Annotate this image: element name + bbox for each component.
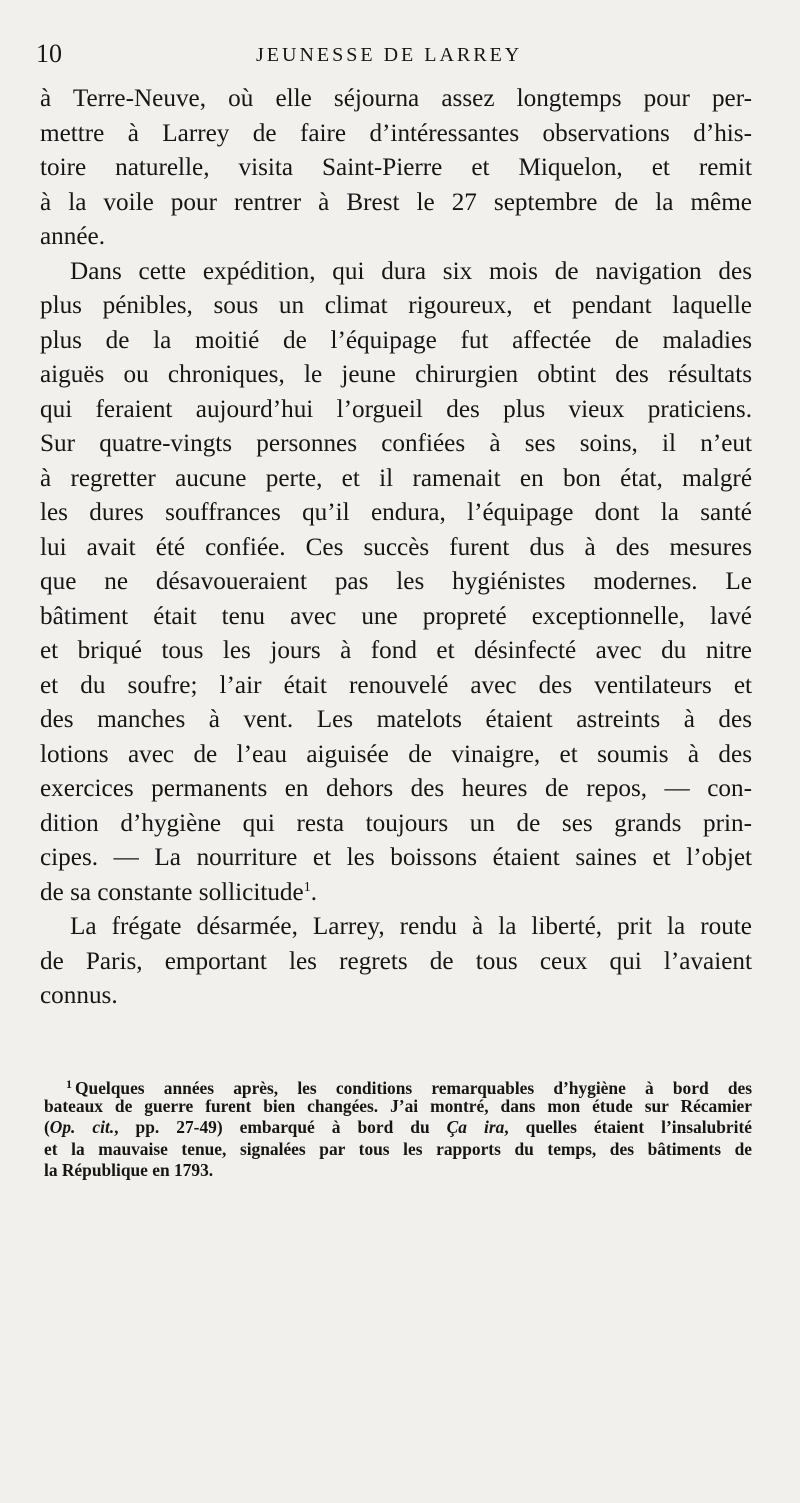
text-line: qui feraient aujourd’hui l’orgueil des plus vieux praticiens. bbox=[40, 395, 752, 423]
text-fragment: , quelles étaient l’insalubrité bbox=[504, 1117, 752, 1138]
footnote-line bbox=[44, 1117, 752, 1139]
page-header bbox=[36, 36, 764, 72]
text-line: de Paris, emportant les regrets de tous ceux qui l’avaient bbox=[40, 947, 752, 975]
text-line: année. bbox=[40, 223, 106, 250]
text-line: à la voile pour rentrer à Brest le 27 septembre de la même bbox=[40, 188, 752, 216]
text-fragment: . bbox=[310, 878, 317, 906]
text-fragment: Quelques années après, les conditions remarquables d’hygiène à bord des bbox=[75, 1078, 752, 1098]
text-line: connus. bbox=[40, 982, 118, 1009]
body-text bbox=[40, 82, 752, 1014]
footnote-marker: 1 bbox=[66, 1077, 72, 1091]
running-title: JEUNESSE DE LARREY bbox=[256, 44, 523, 66]
text-line: lui avait été confiée. Ces succès furent dus à des mesures bbox=[40, 533, 752, 561]
text-line: et du soufre; l’air était renouvelé avec des ventilateurs et bbox=[40, 671, 752, 699]
footnote-reference[interactable]: 1 bbox=[303, 879, 311, 895]
text-line: dition d’hygiène qui resta toujours un de ses grands prin- bbox=[40, 809, 752, 837]
text-fragment: , pp. 27-49) embarqué à bord du bbox=[114, 1117, 447, 1138]
text-line: et briqué tous les jours à fond et désinfecté avec du nitre bbox=[40, 637, 752, 664]
paragraph-3 bbox=[40, 910, 752, 1014]
text-fragment: ( bbox=[44, 1117, 50, 1138]
footnote-line bbox=[44, 1074, 752, 1096]
text-line: plus de la moitié de l’équipage fut affectée de maladies bbox=[40, 326, 752, 354]
footnote-line: et la mauvaise tenue, signalées par tous les rapports du temps, des bâtiments de bbox=[44, 1138, 752, 1159]
text-line: mettre à Larrey de faire d’intéressantes observations d’his- bbox=[40, 119, 752, 147]
page-number: 10 bbox=[36, 39, 62, 68]
text-line: à Terre-Neuve, où elle séjourna assez longtemps pour per- bbox=[40, 85, 752, 112]
text-line: Sur quatre-vingts personnes confiées à ses soins, il n’eut bbox=[40, 430, 752, 457]
italic-citation: Op. cit. bbox=[49, 1117, 115, 1138]
text-line: toire naturelle, visita Saint-Pierre et Miquelon, et remit bbox=[40, 154, 752, 181]
text-line: plus pénibles, sous un climat rigoureux, et pendant laquelle bbox=[40, 292, 752, 319]
text-line: La frégate désarmée, Larrey, rendu à la liberté, prit la route bbox=[70, 913, 752, 940]
paragraph-2 bbox=[40, 255, 752, 911]
text-line bbox=[40, 876, 752, 911]
footnote bbox=[44, 1074, 752, 1182]
text-line: à regretter aucune perte, et il ramenait en bon état, malgré bbox=[40, 464, 752, 492]
text-line: Dans cette expédition, qui dura six mois de navigation des bbox=[70, 257, 752, 285]
text-line: que ne désavoueraient pas les hygiénistes modernes. Le bbox=[40, 568, 752, 595]
text-fragment: de sa constante sollicitude bbox=[40, 878, 304, 906]
text-line: cipes. — La nourriture et les boissons étaient saines et l’objet bbox=[40, 844, 752, 871]
footnote-line: bateaux de guerre furent bien changées. J’ai montré, dans mon étude sur Récamier bbox=[44, 1095, 752, 1116]
italic-ship-name: Ça ira bbox=[446, 1117, 505, 1138]
text-line: aiguës ou chroniques, le jeune chirurgien obtint des résultats bbox=[40, 361, 752, 388]
text-line: lotions avec de l’eau aiguisée de vinaigre, et soumis à des bbox=[40, 740, 752, 768]
text-line: bâtiment était tenu avec une propreté exceptionnelle, lavé bbox=[40, 602, 752, 630]
text-line: des manches à vent. Les matelots étaient astreints à des bbox=[40, 706, 752, 733]
text-line: exercices permanents en dehors des heures de repos, — con- bbox=[40, 775, 752, 802]
text-line: les dures souffrances qu’il endura, l’équipage dont la santé bbox=[40, 499, 752, 526]
paragraph-1 bbox=[40, 82, 752, 255]
footnote-line: la République en 1793. bbox=[44, 1160, 214, 1181]
